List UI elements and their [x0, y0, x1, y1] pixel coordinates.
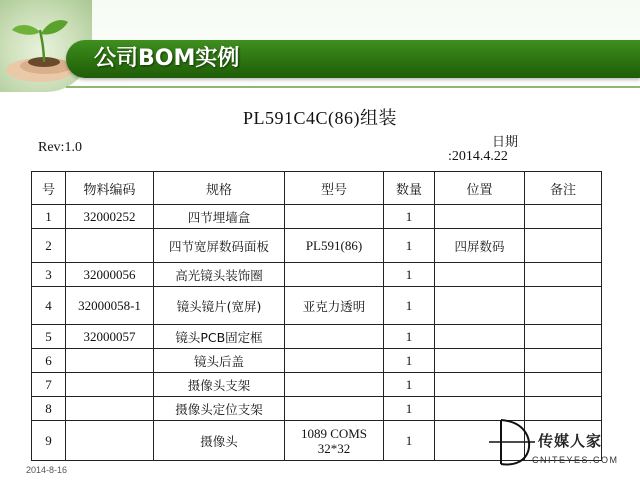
- cell-quantity: 1: [384, 373, 435, 397]
- cell-spec: 四节埋墙盒: [154, 205, 285, 229]
- cell-no: 2: [32, 229, 66, 263]
- cell-quantity: 1: [384, 397, 435, 421]
- cell-position: [435, 263, 525, 287]
- cell-quantity: 1: [384, 229, 435, 263]
- cell-no: 3: [32, 263, 66, 287]
- cell-spec: 摄像头支架: [154, 373, 285, 397]
- cell-model: 1089 COMS 32*32: [285, 421, 384, 461]
- cell-model: [285, 373, 384, 397]
- cell-quantity: 1: [384, 263, 435, 287]
- cell-remark: [525, 263, 602, 287]
- cell-spec: 镜头PCB固定框: [154, 325, 285, 349]
- cell-spec: 镜头后盖: [154, 349, 285, 373]
- cell-material-code: 32000058-1: [66, 287, 154, 325]
- cell-quantity: 1: [384, 325, 435, 349]
- table-row: [32, 325, 602, 349]
- cell-spec: 四节宽屏数码面板: [154, 229, 285, 263]
- cell-quantity: 1: [384, 349, 435, 373]
- cell-quantity: 1: [384, 421, 435, 461]
- cell-position: [435, 349, 525, 373]
- document-title: PL591C4C(86)组装: [242, 108, 397, 128]
- cell-position: [435, 373, 525, 397]
- cell-remark: [525, 373, 602, 397]
- cell-quantity: 1: [384, 287, 435, 325]
- cell-remark: [525, 349, 602, 373]
- header-cell-quantity: 数量: [384, 172, 435, 205]
- cell-model: [285, 325, 384, 349]
- cell-material-code: [66, 373, 154, 397]
- date-value: :2014.4.22: [448, 149, 508, 164]
- cell-position: 四屏数码: [435, 229, 525, 263]
- header-cell-model: 型号: [285, 172, 384, 205]
- cell-model: 亚克力透明: [285, 287, 384, 325]
- table-header-row: [32, 172, 602, 205]
- cell-no: 8: [32, 397, 66, 421]
- cell-model: [285, 397, 384, 421]
- cell-spec: 镜头镜片(宽屏): [154, 287, 285, 325]
- cell-no: 1: [32, 205, 66, 229]
- header-cell-position: 位置: [435, 172, 525, 205]
- cell-model: [285, 263, 384, 287]
- header-cell-no: 号: [32, 172, 66, 205]
- cell-material-code: [66, 397, 154, 421]
- revision-label: Rev:1.0: [38, 140, 82, 155]
- cell-spec: 高光镜头装饰圈: [154, 263, 285, 287]
- cell-remark: [525, 205, 602, 229]
- cell-material-code: 32000057: [66, 325, 154, 349]
- cell-material-code: 32000056: [66, 263, 154, 287]
- table-row: [32, 229, 602, 263]
- cell-position: [435, 325, 525, 349]
- cell-position: [435, 205, 525, 229]
- cell-no: 6: [32, 349, 66, 373]
- cell-no: 5: [32, 325, 66, 349]
- footer-date: 2014-8-16: [26, 465, 68, 475]
- watermark-logo-icon: [487, 416, 537, 472]
- cell-spec: 摄像头: [154, 421, 285, 461]
- table-row: [32, 349, 602, 373]
- cell-material-code: [66, 349, 154, 373]
- cell-quantity: 1: [384, 205, 435, 229]
- cell-no: 4: [32, 287, 66, 325]
- cell-model: [285, 349, 384, 373]
- slide-title: 公司BOM实例: [94, 46, 240, 71]
- cell-model: [285, 205, 384, 229]
- cell-material-code: [66, 421, 154, 461]
- table-row: [32, 263, 602, 287]
- table-row: [32, 373, 602, 397]
- header-cell-material-code: 物料编码: [66, 172, 154, 205]
- watermark-brand-en: CNITEYES.COM: [532, 455, 619, 465]
- cell-no: 7: [32, 373, 66, 397]
- header-banner: [0, 0, 640, 96]
- cell-material-code: [66, 229, 154, 263]
- cell-spec: 摄像头定位支架: [154, 397, 285, 421]
- cell-no: 9: [32, 421, 66, 461]
- header-divider: [66, 86, 640, 88]
- date-label: 日期: [492, 135, 519, 150]
- cell-remark: [525, 325, 602, 349]
- watermark-brand-cn: 传媒人家: [538, 432, 603, 450]
- cell-material-code: 32000252: [66, 205, 154, 229]
- cell-remark: [525, 287, 602, 325]
- header-cell-spec: 规格: [154, 172, 285, 205]
- header-cell-remark: 备注: [525, 172, 602, 205]
- table-row: [32, 205, 602, 229]
- cell-remark: [525, 229, 602, 263]
- table-row: [32, 287, 602, 325]
- cell-position: [435, 287, 525, 325]
- cell-model: PL591(86): [285, 229, 384, 263]
